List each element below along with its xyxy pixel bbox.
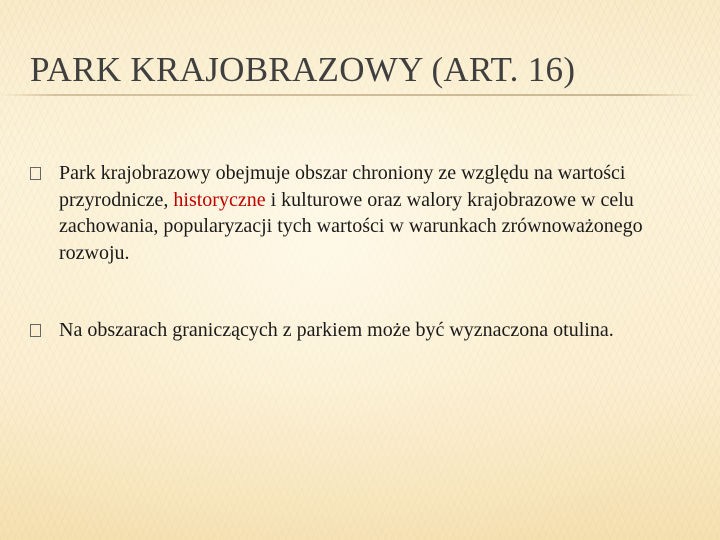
bullet-1-text-before: Park krajobrazowy obejmuje obszar chroniony ze względu na wartości przyrodnicze,	[59, 162, 626, 211]
bullet-1-text-after: i kulturowe oraz walory krajobrazowe w celu zachowania, popularyzacji tych wartości w warunkach zrównoważonego rozwoju.	[59, 188, 643, 264]
bullet-2-text: Na obszarach graniczących z parkiem może być wyznaczona otulina.	[59, 319, 614, 341]
slide-title: PARK KRAJOBRAZOWY (ART. 16)	[30, 50, 576, 89]
bullet-1-highlight: historyczne	[173, 188, 266, 211]
title-divider	[0, 94, 700, 96]
square-bullet-icon	[30, 324, 41, 337]
slide-content	[30, 160, 690, 344]
square-bullet-icon	[30, 167, 41, 180]
bullet-item-1	[30, 160, 690, 266]
bullet-item-2	[30, 317, 690, 344]
